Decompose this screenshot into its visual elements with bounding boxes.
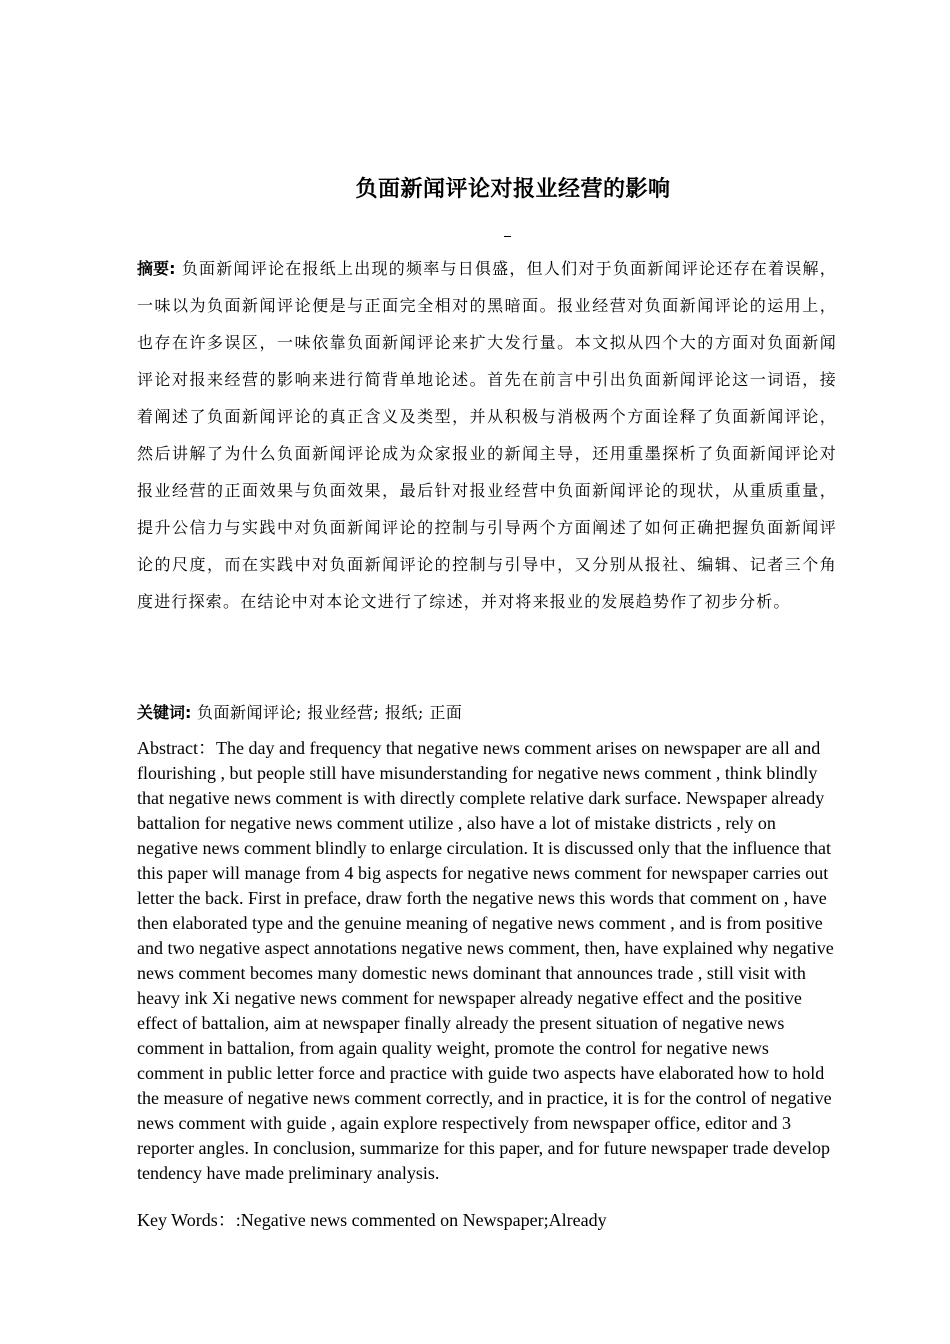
title-underline-mark bbox=[504, 236, 511, 237]
chinese-keywords-label: 关键词: bbox=[137, 703, 192, 722]
english-keywords-text: :Negative news commented on Newspaper;Already bbox=[235, 1210, 607, 1230]
chinese-abstract-text: 负面新闻评论在报纸上出现的频率与日俱盛，但人们对于负面新闻评论还存在着误解，一味以为负面新闻评论便是与正面完全相对的黑暗面。报业经营对负面新闻评论的运用上，也存在许多误区，一味依靠负面新闻评论来扩大发行量。本文拟从四个大的方面对负面新闻评论对报来经营的影响来进行简背单地论述。首先在前言中引出负面新闻评论这一词语，接着阐述了负面新闻评论的真正含义及类型，并从积极与消极两个方面诠释了负面新闻评论，然后讲解了为什么负面新闻评论成为众家报业的新闻主导，还用重墨探析了负面新闻评论对报业经营的正面效果与负面效果，最后针对报业经营中负面新闻评论的现状，从重质重量，提升公信力与实践中对负面新闻评论的控制与引导两个方面阐述了如何正确把握负面新闻评论的尺度，而在实践中对负面新闻评论的控制与引导中，又分别从报社、编辑、记者三个角度进行探索。在结论中对本论文进行了综述，并对将来报业的发展趋势作了初步分析。 bbox=[137, 259, 837, 611]
english-abstract bbox=[137, 736, 837, 1186]
english-keywords-label: Key Words： bbox=[137, 1210, 236, 1230]
paper-title: 负面新闻评论对报业经营的影响 bbox=[355, 177, 671, 202]
english-keywords bbox=[137, 1208, 837, 1233]
chinese-abstract bbox=[137, 250, 837, 620]
chinese-keywords bbox=[137, 699, 837, 727]
english-abstract-text: The day and frequency that negative news comment arises on newspaper are all and flourishing , but people still have misunderstanding for negative news comment , think blindly that negative news comment is with directly complete relative dark surface. Newspaper already battalion for negative news comment utilize , also have a lot of mistake districts , rely on negative news comment blindly to enlarge circulation. It is discussed only that the influence that this paper will manage from 4 big aspects for negative news comment for newspaper carries out letter the back. First in preface, draw forth the negative news this words that comment on , have then elaborated type and the genuine meaning of negative news comment , and is from positive and two negative aspect annotations negative news comment, then, have explained why negative news comment becomes many domestic news dominant that announces trade , still visit with heavy ink Xi negative news comment for newspaper already negative effect and the positive effect of battalion, aim at newspaper finally already the present situation of negative news comment in battalion, from again quality weight, promote the control for negative news comment in public letter force and practice with guide two aspects have elaborated how to hold the measure of negative news comment correctly, and in practice, it is for the control of negative news comment with guide , again explore respectively from newspaper office, editor and 3 reporter angles. In conclusion, summarize for this paper, and for future newspaper trade develop tendency have made preliminary analysis. bbox=[137, 738, 834, 1183]
chinese-keywords-text: 负面新闻评论; 报业经营; 报纸; 正面 bbox=[191, 703, 463, 722]
chinese-abstract-label: 摘要: bbox=[137, 259, 176, 278]
english-abstract-label: Abstract： bbox=[137, 738, 216, 758]
